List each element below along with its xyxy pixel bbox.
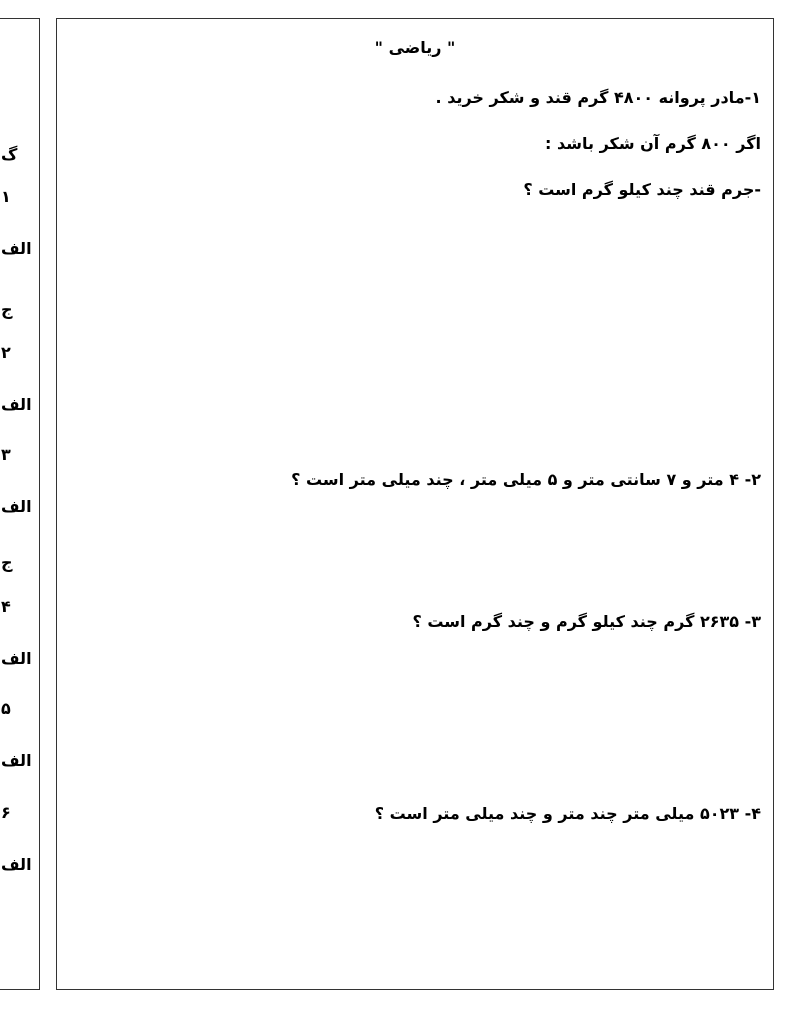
question-4: ۴- ۵۰۲۳ میلی متر چند متر و چند میلی متر است ؟ bbox=[374, 804, 761, 823]
left-fragment-q1-jim: ج bbox=[1, 300, 13, 319]
left-fragment-q2-alef: الف bbox=[1, 395, 32, 414]
question-2: ۲- ۴ متر و ۷ سانتی متر و ۵ میلی متر ، چند میلی متر است ؟ bbox=[291, 470, 761, 489]
worksheet-title: " ریاضی " bbox=[374, 38, 456, 57]
left-fragment-q3-number: ۳ bbox=[1, 445, 11, 464]
question-1-line-3: -جرم قند چند کیلو گرم است ؟ bbox=[523, 180, 761, 199]
left-fragment-q5-number: ۵ bbox=[1, 699, 11, 718]
left-fragment-q6-number: ۶ bbox=[1, 803, 11, 822]
left-fragment-q5-alef: الف bbox=[1, 751, 32, 770]
left-fragment-q1-number: ۱ bbox=[1, 187, 11, 206]
worksheet-page bbox=[56, 18, 774, 990]
left-fragment-q2-number: ۲ bbox=[1, 343, 11, 362]
left-fragment-q1-alef: الف bbox=[1, 239, 32, 258]
left-fragment-q3-jim: ج bbox=[1, 553, 13, 572]
left-fragment-q6-alef: الف bbox=[1, 855, 32, 874]
question-1-line-2: اگر ۸۰۰ گرم آن شکر باشد : bbox=[545, 134, 761, 153]
left-fragment-q4-number: ۴ bbox=[1, 597, 11, 616]
left-fragment-heading: گ bbox=[1, 145, 18, 164]
question-3: ۳- ۲۶۳۵ گرم چند کیلو گرم و چند گرم است ؟ bbox=[412, 612, 761, 631]
left-cropped-page bbox=[0, 18, 40, 990]
left-fragment-q3-alef: الف bbox=[1, 497, 32, 516]
question-1-line-1: ۱-مادر پروانه ۴۸۰۰ گرم قند و شکر خرید . bbox=[435, 88, 761, 107]
left-fragment-q4-alef: الف bbox=[1, 649, 32, 668]
